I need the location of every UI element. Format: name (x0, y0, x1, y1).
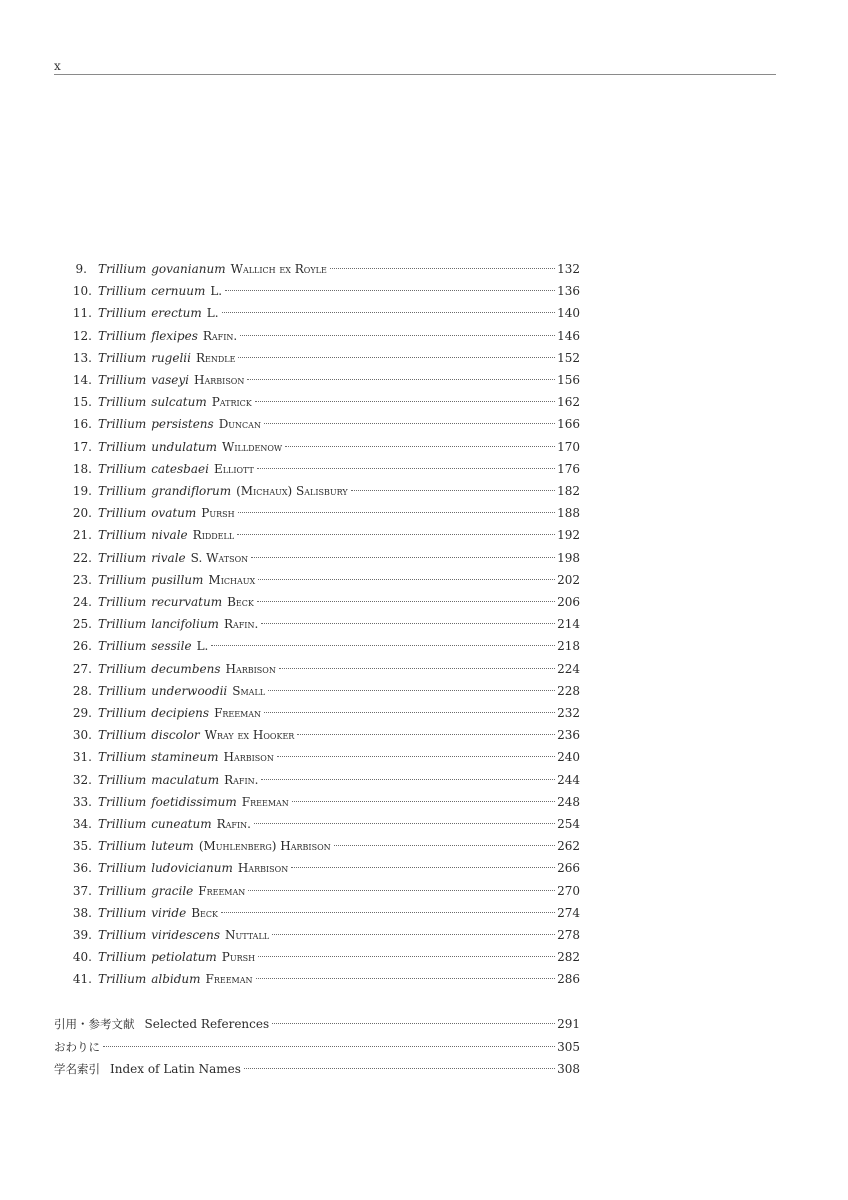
title-japanese: おわりに (54, 1039, 100, 1054)
title-japanese: 引用・参考文献 (54, 1017, 135, 1031)
species-epithet: rugelii (151, 350, 191, 365)
species-epithet: erectum (151, 306, 202, 321)
dot-leader (247, 379, 555, 380)
entry-number: 18. (72, 461, 92, 476)
entry-number: 11. (72, 306, 92, 321)
species-epithet: persistens (151, 417, 214, 432)
entry-title (98, 482, 348, 500)
genus-name: Trillium (98, 395, 147, 410)
genus-name: Trillium (98, 506, 147, 521)
entry-number: 19. (72, 484, 92, 498)
genus-name: Trillium (98, 839, 147, 854)
entry-number: 35. (72, 839, 92, 854)
author-name: Pursh (201, 506, 235, 521)
dot-leader (211, 645, 555, 646)
entry-title (98, 549, 248, 567)
page-ref: 282 (557, 950, 580, 965)
entry-number: 38. (72, 905, 92, 920)
author-name: Freeman (198, 883, 246, 898)
page-ref: 156 (557, 373, 580, 387)
genus-name: Trillium (98, 617, 147, 632)
entry-title (98, 371, 244, 389)
toc-entry (54, 415, 580, 433)
entry-number: 36. (72, 861, 92, 876)
dot-leader (258, 579, 555, 580)
toc-entry (54, 526, 580, 544)
dot-leader (251, 557, 555, 558)
species-epithet: maculatum (151, 772, 220, 787)
author-name: Duncan (218, 417, 261, 432)
page-ref: 286 (557, 972, 580, 987)
species-epithet: stamineum (151, 750, 219, 765)
entry-number: 37. (72, 883, 92, 898)
entry-number: 41. (72, 972, 92, 987)
toc-backmatter-entry (54, 1015, 580, 1033)
entry-number: 33. (72, 794, 92, 809)
dot-leader (272, 1023, 555, 1024)
entry-number: 30. (72, 728, 92, 743)
dot-leader (261, 779, 555, 780)
entry-title (98, 682, 265, 700)
author-name: Michaux (208, 572, 256, 587)
toc-entry (54, 438, 580, 456)
author-name: Rafin. (216, 817, 251, 831)
author-name: Freeman (241, 794, 289, 809)
genus-name: Trillium (98, 461, 147, 476)
author-name: L. (196, 639, 209, 654)
dot-leader (221, 912, 555, 913)
entry-number: 29. (72, 706, 92, 720)
dot-leader (244, 1068, 555, 1069)
page-ref: 214 (557, 617, 580, 632)
dot-leader (279, 668, 555, 669)
entry-title (98, 926, 269, 944)
entry-title (98, 282, 222, 300)
backmatter-title (54, 1015, 269, 1033)
genus-name: Trillium (98, 572, 147, 587)
dot-leader (292, 801, 555, 802)
genus-name: Trillium (98, 728, 147, 743)
entry-number: 31. (72, 750, 92, 765)
dot-leader (264, 712, 555, 713)
entry-title (98, 748, 274, 766)
entry-number: 12. (72, 328, 92, 343)
toc-backmatter-entry (54, 1060, 580, 1078)
page-ref: 291 (557, 1017, 580, 1031)
toc-entry (54, 726, 580, 744)
author-name: Wray ex Hooker (204, 728, 295, 743)
page-ref: 202 (557, 572, 580, 587)
species-epithet: luteum (151, 839, 194, 854)
entry-title (98, 327, 237, 345)
author-name: L. (210, 284, 223, 299)
entry-number: 14. (72, 373, 92, 387)
dot-leader (334, 845, 555, 846)
entry-title (98, 460, 254, 478)
entry-number: 17. (72, 439, 92, 454)
entry-title (98, 726, 294, 744)
dot-leader (264, 423, 555, 424)
dot-leader (351, 490, 555, 491)
species-epithet: rivale (151, 550, 186, 565)
author-name: Elliott (213, 461, 254, 476)
entry-number: 20. (72, 506, 92, 521)
genus-name: Trillium (98, 928, 147, 942)
entry-title (98, 837, 331, 855)
species-epithet: ludovicianum (151, 861, 233, 876)
author-name: Riddell (192, 528, 235, 543)
toc-entry (54, 260, 580, 278)
dot-leader (285, 446, 555, 447)
dot-leader (268, 690, 555, 691)
page-ref: 308 (557, 1062, 580, 1076)
entry-title (98, 637, 208, 655)
genus-name: Trillium (98, 861, 147, 876)
entry-number: 16. (72, 417, 92, 432)
dot-leader (277, 756, 555, 757)
toc-entry (54, 615, 580, 633)
page-ref: 274 (557, 905, 580, 920)
author-name: Willdenow (222, 439, 283, 454)
entry-number: 28. (72, 683, 92, 698)
toc-entry (54, 460, 580, 478)
entry-number: 26. (72, 639, 92, 654)
genus-name: Trillium (98, 350, 147, 365)
page-ref: 244 (557, 772, 580, 787)
author-name: Wallich ex Royle (230, 262, 327, 276)
page-ref: 188 (557, 506, 580, 521)
genus-name: Trillium (98, 750, 147, 765)
entry-number: 25. (72, 617, 92, 632)
entry-number: 27. (72, 661, 92, 676)
page-ref: 176 (557, 461, 580, 476)
title-english: Selected References (144, 1017, 270, 1031)
entry-title (98, 882, 245, 900)
author-name: Nuttall (225, 928, 270, 942)
genus-name: Trillium (98, 550, 147, 565)
genus-name: Trillium (98, 439, 147, 454)
entry-title (98, 526, 234, 544)
genus-name: Trillium (98, 528, 147, 543)
entry-title (98, 904, 218, 922)
entry-number: 21. (72, 528, 92, 543)
entry-title (98, 304, 219, 322)
page-ref: 236 (557, 728, 580, 743)
genus-name: Trillium (98, 262, 147, 276)
entry-title (98, 704, 261, 722)
entry-title (98, 815, 251, 833)
genus-name: Trillium (98, 794, 147, 809)
toc-entry (54, 771, 580, 789)
dot-leader (258, 956, 555, 957)
entry-title (98, 660, 276, 678)
genus-name: Trillium (98, 661, 147, 676)
toc-entry (54, 970, 580, 988)
toc-entry (54, 571, 580, 589)
toc-entry (54, 593, 580, 611)
toc-entry (54, 327, 580, 345)
species-epithet: viridescens (151, 928, 221, 942)
page-ref: 224 (557, 661, 580, 676)
toc-entry (54, 882, 580, 900)
dot-leader (255, 401, 555, 402)
entry-number: 15. (72, 395, 92, 410)
page-ref: 218 (557, 639, 580, 654)
genus-name: Trillium (98, 373, 147, 387)
entry-title (98, 593, 254, 611)
dot-leader (238, 512, 556, 513)
page-ref: 140 (557, 306, 580, 321)
entry-title (98, 793, 289, 811)
toc-entry (54, 926, 580, 944)
species-epithet: recurvatum (151, 595, 223, 609)
author-name: Freeman (214, 706, 262, 720)
page-ref: 132 (557, 262, 580, 276)
species-epithet: vaseyi (151, 373, 190, 387)
page-ref: 262 (557, 839, 580, 854)
species-epithet: decumbens (151, 661, 221, 676)
author-name: Small (232, 683, 266, 698)
species-epithet: albidum (151, 972, 201, 987)
toc-entry (54, 793, 580, 811)
author-name: Harbison (194, 373, 245, 387)
page-ref: 198 (557, 550, 580, 565)
entry-title (98, 771, 258, 789)
author-name: Patrick (211, 395, 252, 410)
species-epithet: catesbaei (151, 461, 209, 476)
toc-entry (54, 482, 580, 500)
dot-leader (272, 934, 555, 935)
entry-number: 22. (72, 550, 92, 565)
toc-entry (54, 549, 580, 567)
species-epithet: cernuum (151, 284, 206, 299)
author-name: Harbison (223, 750, 274, 765)
backmatter-title (54, 1060, 241, 1078)
species-epithet: discolor (151, 728, 200, 743)
entry-number: 9. (75, 262, 87, 276)
species-epithet: gracile (151, 883, 194, 898)
entry-title (98, 415, 261, 433)
entry-title (98, 504, 235, 522)
dot-leader (254, 823, 555, 824)
genus-name: Trillium (98, 817, 147, 831)
entry-title (98, 260, 327, 278)
author-name: Rendle (195, 350, 236, 365)
species-epithet: lancifolium (151, 617, 219, 632)
page-ref: 270 (557, 883, 580, 898)
dot-leader (257, 601, 555, 602)
dot-leader (225, 290, 555, 291)
genus-name: Trillium (98, 484, 147, 498)
dot-leader (103, 1046, 555, 1047)
entry-number: 39. (72, 928, 92, 942)
dot-leader (297, 734, 555, 735)
species-epithet: cuneatum (151, 817, 212, 831)
genus-name: Trillium (98, 706, 147, 720)
species-epithet: sulcatum (151, 395, 207, 410)
page-ref: 266 (557, 861, 580, 876)
page-ref: 232 (557, 706, 580, 720)
species-epithet: pusillum (151, 572, 204, 587)
dot-leader (330, 268, 555, 269)
header-rule (54, 74, 776, 75)
entry-number: 13. (72, 350, 92, 365)
page-ref: 136 (557, 284, 580, 299)
toc-entry (54, 371, 580, 389)
entry-number: 23. (72, 572, 92, 587)
page-number: x (54, 59, 61, 73)
entry-title (98, 970, 253, 988)
species-epithet: nivale (151, 528, 188, 543)
page-ref: 248 (557, 794, 580, 809)
toc-entry (54, 748, 580, 766)
genus-name: Trillium (98, 972, 147, 987)
page-ref: 170 (557, 439, 580, 454)
dot-leader (222, 312, 556, 313)
page-ref: 182 (557, 484, 580, 498)
species-epithet: decipiens (151, 706, 210, 720)
dot-leader (291, 867, 555, 868)
toc-entry (54, 504, 580, 522)
backmatter-title (54, 1038, 100, 1056)
genus-name: Trillium (98, 595, 147, 609)
species-epithet: sessile (151, 639, 192, 654)
toc-entry (54, 904, 580, 922)
author-name: L. (206, 306, 219, 321)
entry-number: 10. (72, 284, 92, 299)
entry-number: 34. (72, 817, 92, 831)
page-ref: 192 (557, 528, 580, 543)
genus-name: Trillium (98, 950, 147, 965)
genus-name: Trillium (98, 883, 147, 898)
toc-entry (54, 682, 580, 700)
genus-name: Trillium (98, 306, 147, 321)
entry-title (98, 948, 255, 966)
author-name: Harbison (225, 661, 276, 676)
dot-leader (238, 357, 555, 358)
author-name: S. Watson (190, 550, 249, 565)
author-name: Rafin. (223, 617, 259, 632)
toc-entry (54, 637, 580, 655)
author-name: Beck (191, 905, 218, 920)
author-name: Freeman (205, 972, 253, 987)
page-ref: 206 (557, 595, 580, 609)
dot-leader (240, 335, 555, 336)
genus-name: Trillium (98, 284, 147, 299)
entry-title (98, 349, 235, 367)
entry-title (98, 571, 255, 589)
species-epithet: grandiflorum (151, 484, 232, 498)
entry-number: 24. (72, 595, 92, 609)
species-epithet: underwoodii (151, 683, 228, 698)
dot-leader (257, 468, 555, 469)
species-epithet: petiolatum (151, 950, 217, 965)
author-name: (Michaux) Salisbury (236, 484, 348, 498)
page-ref: 240 (557, 750, 580, 765)
toc-entry (54, 859, 580, 877)
title-japanese: 学名索引 (54, 1062, 100, 1076)
page-ref: 166 (557, 417, 580, 432)
genus-name: Trillium (98, 683, 147, 698)
species-epithet: ovatum (151, 506, 197, 521)
genus-name: Trillium (98, 328, 147, 343)
toc-entry (54, 948, 580, 966)
page-ref: 278 (557, 928, 580, 942)
author-name: Rafin. (202, 328, 238, 343)
dot-leader (237, 534, 555, 535)
toc-entry (54, 837, 580, 855)
species-epithet: flexipes (151, 328, 198, 343)
entry-title (98, 615, 258, 633)
toc-backmatter-entry (54, 1038, 580, 1056)
entry-title (98, 859, 288, 877)
entry-number: 40. (72, 950, 92, 965)
title-english: Index of Latin Names (110, 1062, 241, 1076)
page-ref: 305 (557, 1039, 580, 1054)
author-name: Harbison (237, 861, 289, 876)
toc-entry (54, 349, 580, 367)
genus-name: Trillium (98, 417, 147, 432)
page-ref: 254 (557, 817, 580, 831)
dot-leader (261, 623, 555, 624)
author-name: Rafin. (224, 772, 259, 787)
author-name: Beck (227, 595, 254, 609)
author-name: (Muhlenberg) Harbison (198, 839, 331, 854)
genus-name: Trillium (98, 639, 147, 654)
page-ref: 152 (557, 350, 580, 365)
genus-name: Trillium (98, 905, 147, 920)
entry-number: 32. (72, 772, 92, 787)
page-ref: 228 (557, 683, 580, 698)
toc-entry (54, 660, 580, 678)
entry-title (98, 393, 252, 411)
dot-leader (256, 978, 556, 979)
dot-leader (248, 890, 555, 891)
entry-title (98, 438, 282, 456)
toc-entry (54, 304, 580, 322)
species-epithet: undulatum (151, 439, 217, 454)
toc-entry (54, 282, 580, 300)
species-epithet: foetidissimum (151, 794, 237, 809)
page-ref: 162 (557, 395, 580, 410)
toc-entry (54, 393, 580, 411)
toc-entry (54, 704, 580, 722)
author-name: Pursh (221, 950, 256, 965)
page-ref: 146 (557, 328, 580, 343)
species-epithet: viride (151, 905, 187, 920)
genus-name: Trillium (98, 772, 147, 787)
toc-entry (54, 815, 580, 833)
species-epithet: govanianum (151, 262, 226, 276)
